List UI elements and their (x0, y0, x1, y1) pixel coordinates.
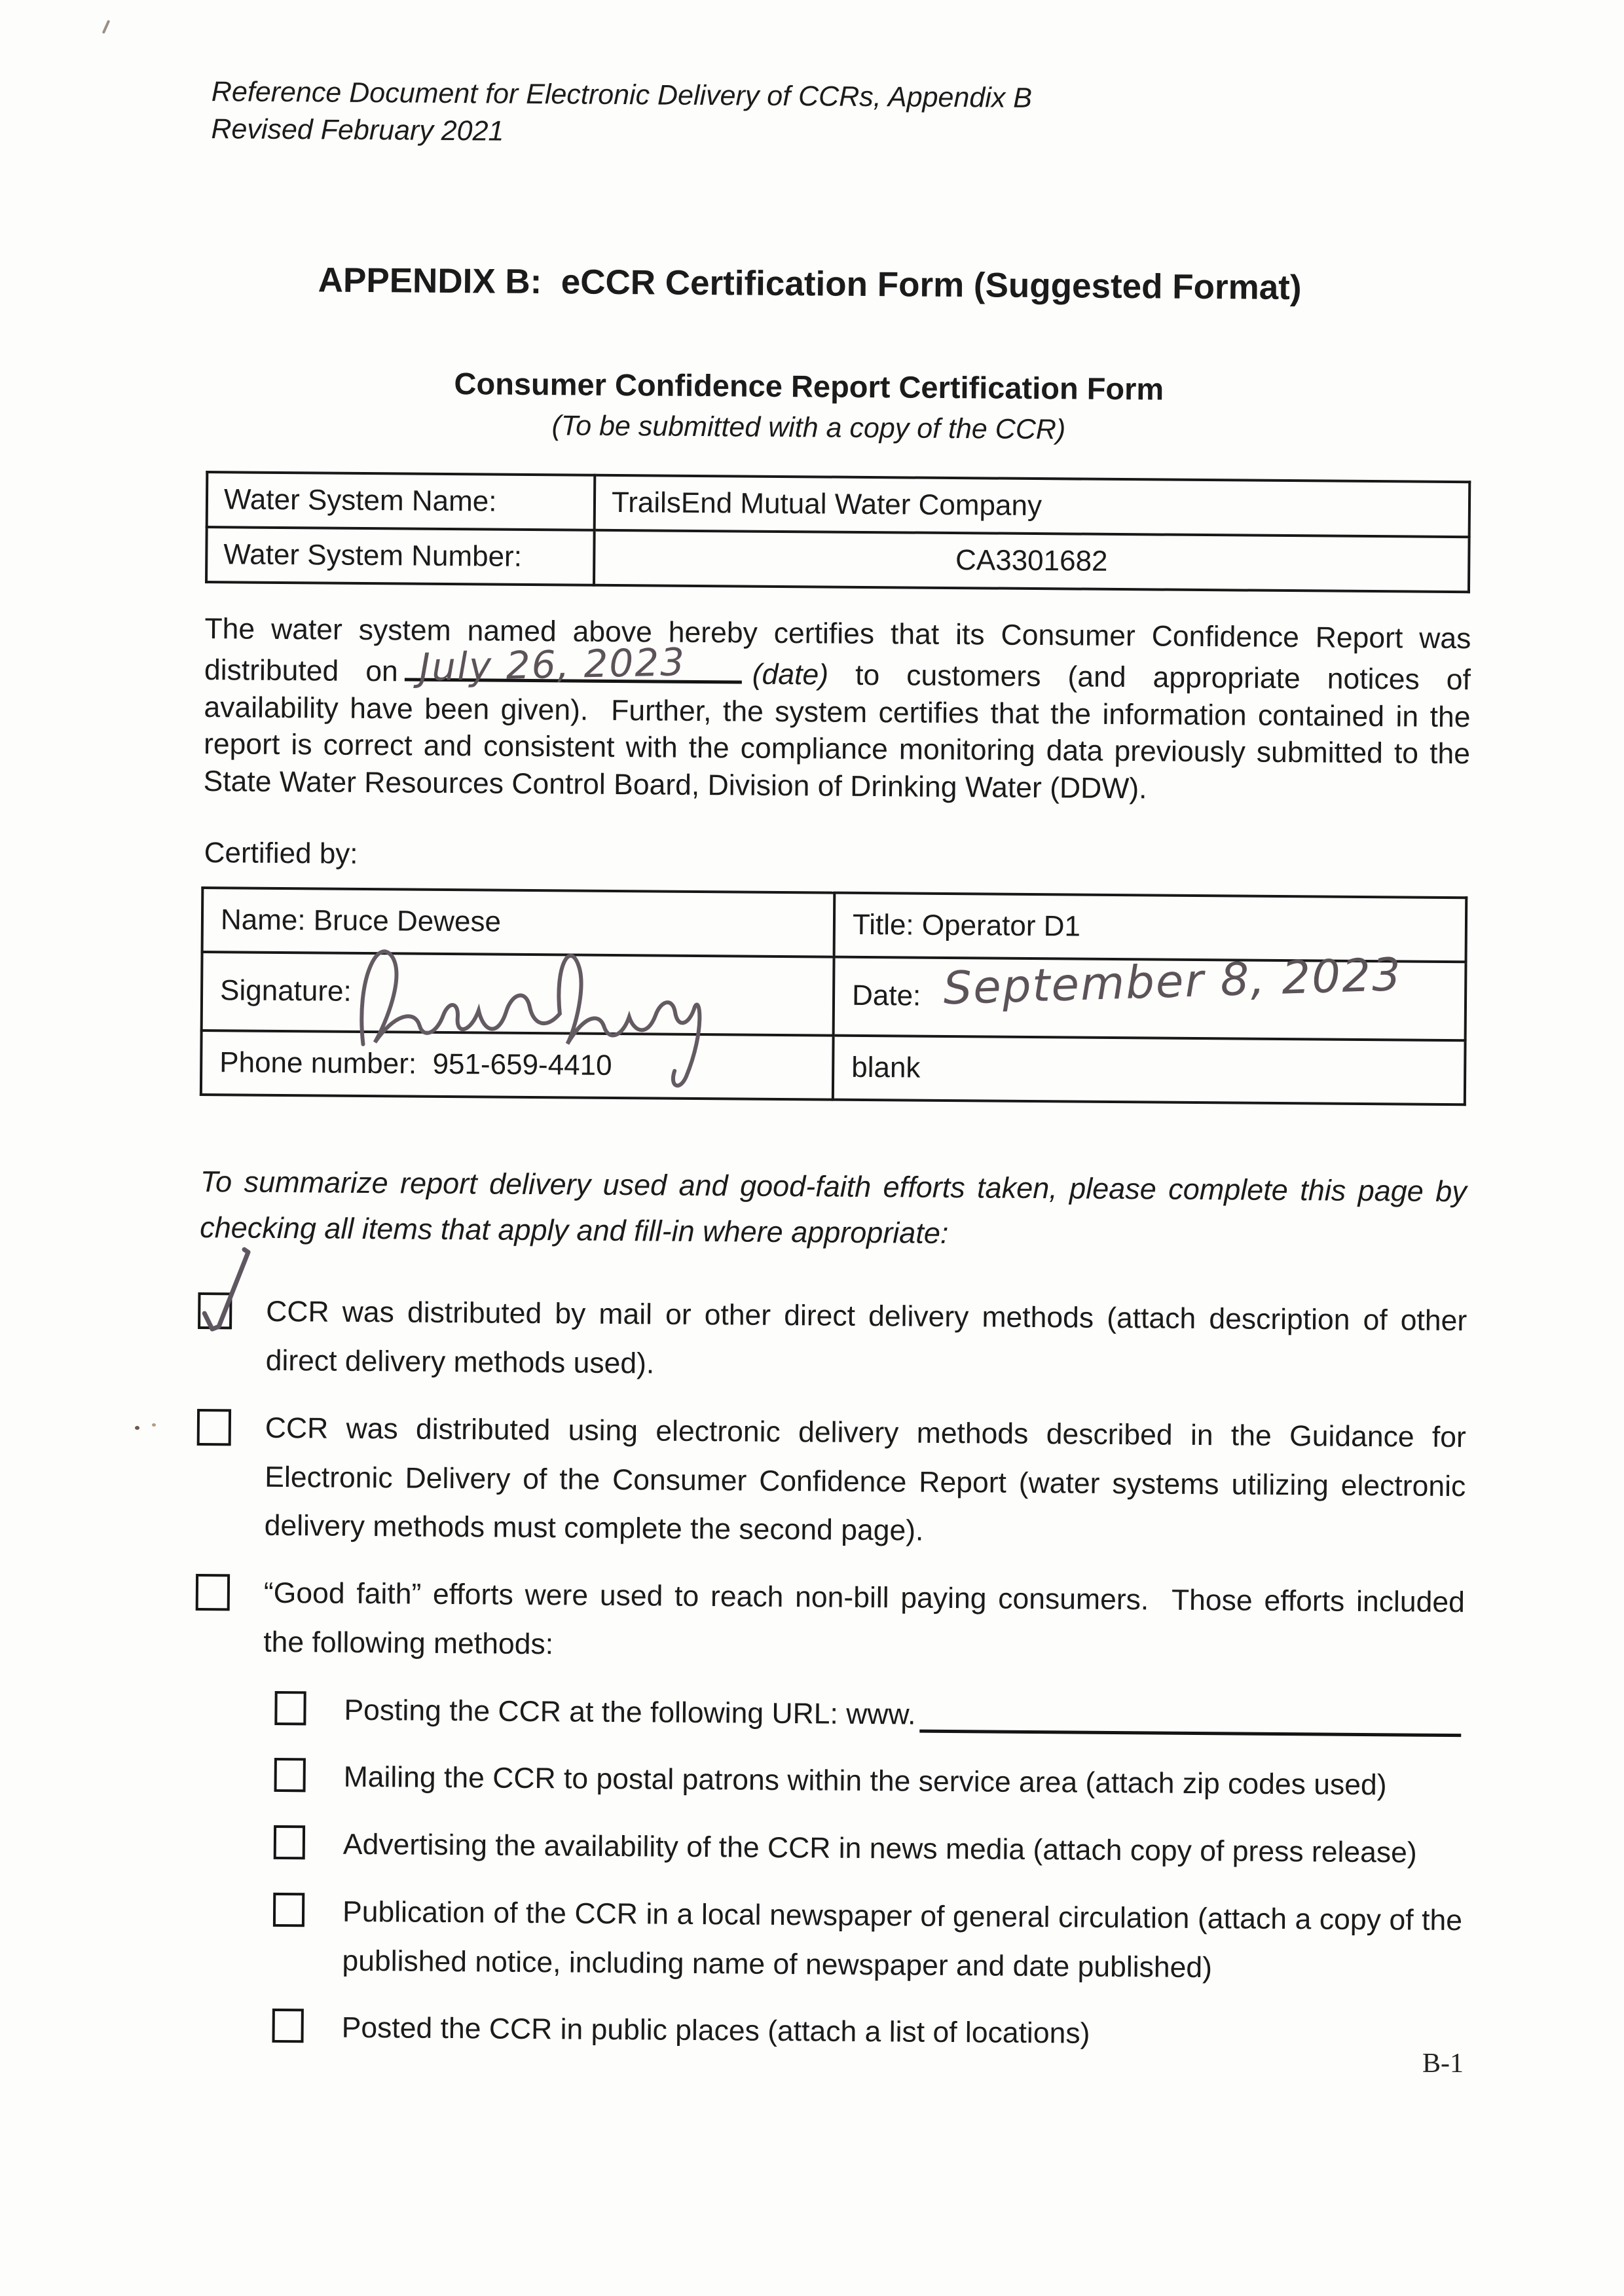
checklist-item-good-faith (195, 1569, 1465, 1677)
table-row (202, 888, 1467, 962)
mail-delivery-checkbox[interactable] (198, 1292, 232, 1329)
water-system-number-label: Water System Number: (206, 527, 595, 585)
checklist-item-label: “Good faith” efforts were used to reach non-bill paying consumers. Those efforts included the following methods: (263, 1576, 1466, 1661)
certifier-title: Title: Operator D1 (834, 893, 1467, 962)
date-cell[interactable] (834, 948, 1466, 1041)
certifier-name: Name: Bruce Dewese (202, 888, 835, 957)
good-faith-methods-list (272, 1686, 1464, 2062)
form-subtitle-note: (To be submitted with a copy of the CCR) (551, 409, 1066, 445)
date-label: Date: (851, 979, 921, 1012)
checkbox-column (197, 1287, 266, 1385)
url-posting-checkbox[interactable] (274, 1691, 306, 1725)
handwritten-certification-date: September 8, 2023 (942, 948, 1403, 1015)
checkbox-column (274, 1820, 344, 1870)
certified-by-label: Certified by: (204, 837, 358, 870)
public-places-checkbox[interactable] (272, 2009, 303, 2043)
water-system-table (205, 471, 1471, 593)
distribution-date-field[interactable] (405, 640, 742, 690)
sub-item-news-media (274, 1820, 1464, 1878)
water-system-number-value: CA3301682 (594, 530, 1469, 591)
sub-item-label (344, 1686, 1464, 1743)
certified-by-table (200, 886, 1467, 1106)
newspaper-publication-checkbox[interactable] (273, 1893, 304, 1927)
table-row (202, 952, 1466, 1040)
postal-mailing-checkbox[interactable] (274, 1758, 306, 1792)
checkbox-column (195, 1569, 264, 1667)
checkbox-column (274, 1686, 344, 1736)
checklist-item-label: CCR was distributed by mail or other direct delivery methods (attach description of other direct delivery methods used). (265, 1296, 1467, 1380)
electronic-delivery-checkbox[interactable] (197, 1409, 231, 1446)
document-header (211, 73, 1623, 158)
signature-cell[interactable] (202, 952, 834, 1036)
water-system-name-value: TrailsEnd Mutual Water Company (595, 475, 1470, 536)
certification-text-before: The water system named above hereby certifies that its Consumer Confidence Report was distributed on (204, 612, 1471, 688)
checkbox-column (272, 2003, 342, 2053)
checkbox-column (272, 1887, 342, 1986)
date-hint: (date) (752, 658, 829, 691)
good-faith-checkbox[interactable] (196, 1574, 230, 1611)
checklist-item-label: CCR was distributed using electronic delivery methods described in the Guidance for Electronic Delivery of the Consumer Confidence Report (water systems utilizing electronic delivery methods must complete the second page). (264, 1412, 1467, 1548)
url-posting-text: Posting the CCR at the following URL: www. (344, 1694, 916, 1731)
sub-item-newspaper-publication (272, 1887, 1462, 1995)
page-title: APPENDIX B: eCCR Certification Form (Suggested Format) (318, 260, 1302, 307)
sub-item-label: Advertising the availability of the CCR in news media (attach copy of press release) (342, 1828, 1417, 1869)
sub-item-public-places (272, 2003, 1462, 2062)
blank-cell: blank (833, 1036, 1466, 1105)
url-fill-in-line[interactable] (919, 1730, 1461, 1737)
table-row (207, 472, 1470, 537)
sub-item-postal-mailing (274, 1753, 1464, 1811)
table-row (201, 1030, 1466, 1104)
certification-paragraph (203, 611, 1471, 811)
checkbox-column (196, 1404, 265, 1551)
sub-item-label: Posted the CCR in public places (attach a list of locations) (341, 2012, 1090, 2050)
form-title: Consumer Confidence Report Certification Form (454, 365, 1164, 407)
delivery-checklist (192, 1287, 1467, 2062)
phone-number: Phone number: 951-659-4410 (201, 1030, 834, 1100)
checklist-item-electronic-delivery (196, 1404, 1466, 1560)
sub-item-label: Mailing the CCR to postal patrons within the service area (attach zip codes used) (343, 1761, 1387, 1802)
water-system-name-label: Water System Name: (207, 472, 595, 530)
checkbox-column (274, 1753, 344, 1802)
certification-text-after: to customers (and appropriate notices of availability have been given). Further, the system certifies that the information contained in the report is correct and consistent with the compliance monitoring data previously submitted to the State Water Resources Control Board, Division of Drinking Water (DDW). (203, 659, 1471, 805)
page-number: B-1 (1422, 2049, 1464, 2079)
handwritten-distribution-date: July 26, 2023 (418, 640, 686, 690)
header-line-2: Revised February 2021 (211, 113, 504, 147)
summary-instructions: To summarize report delivery used and good-faith efforts taken, please complete this page by checking all items that apply and fill-in where appropriate: (200, 1165, 1467, 1250)
news-media-checkbox[interactable] (274, 1825, 305, 1859)
signature-label: Signature: (219, 974, 352, 1008)
sub-item-label: Publication of the CCR in a local newspaper of general circulation (attach a copy of the published notice, including name of newspaper and date published) (342, 1895, 1463, 1984)
sub-item-url-posting (274, 1686, 1464, 1744)
table-row (206, 527, 1469, 592)
checklist-item-mail-delivery (197, 1287, 1467, 1395)
header-line-1: Reference Document for Electronic Delivery of CCRs, Appendix B (211, 76, 1033, 114)
